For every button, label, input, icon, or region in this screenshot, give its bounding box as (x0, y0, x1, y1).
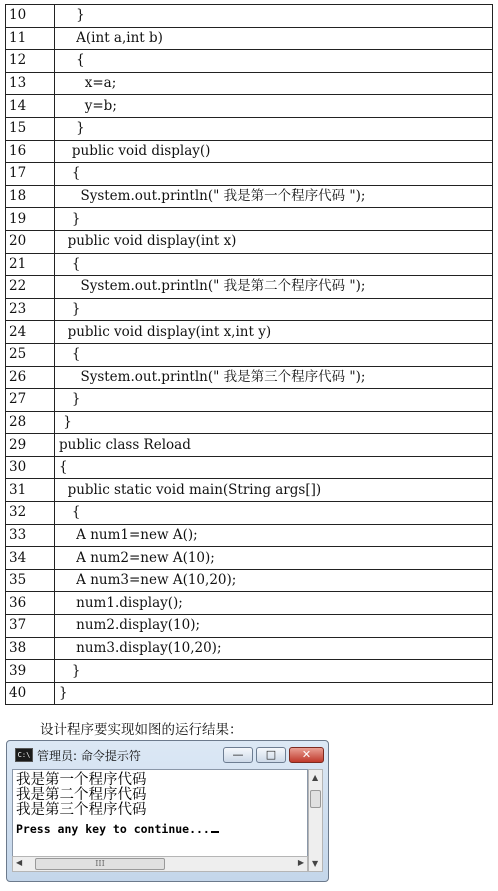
code-line: public static void main(String args[]) (55, 479, 493, 502)
line-number: 18 (6, 185, 55, 208)
code-row (6, 230, 493, 253)
code-row (6, 276, 493, 299)
code-row (6, 592, 493, 615)
line-number: 14 (6, 95, 55, 118)
line-number: 38 (6, 637, 55, 660)
line-number: 10 (6, 5, 55, 28)
code-row (6, 479, 493, 502)
code-row (6, 185, 493, 208)
line-number: 17 (6, 163, 55, 186)
code-row (6, 95, 493, 118)
code-row (6, 50, 493, 73)
line-number: 32 (6, 502, 55, 525)
code-line: { (55, 163, 493, 186)
maximize-button[interactable]: □ (256, 747, 286, 763)
code-row (6, 253, 493, 276)
console-window (6, 740, 329, 882)
line-number: 11 (6, 27, 55, 50)
code-row (6, 411, 493, 434)
code-row (6, 502, 493, 525)
minimize-button[interactable]: — (223, 747, 253, 763)
code-row (6, 72, 493, 95)
output-line-2: 我是第二个程序代码 (16, 787, 147, 803)
code-listing-body (6, 5, 493, 705)
press-any-key-line (16, 822, 219, 837)
code-row (6, 524, 493, 547)
line-number: 21 (6, 253, 55, 276)
line-number: 31 (6, 479, 55, 502)
window-title: 管理员: 命令提示符 (37, 749, 141, 763)
line-number: 35 (6, 569, 55, 592)
code-line: { (55, 502, 493, 525)
code-line: y=b; (55, 95, 493, 118)
code-line: { (55, 50, 493, 73)
code-line: A num2=new A(10); (55, 547, 493, 570)
code-line: { (55, 343, 493, 366)
code-row (6, 637, 493, 660)
code-line: System.out.println(" 我是第二个程序代码 "); (55, 276, 493, 299)
code-line: public void display(int x) (55, 230, 493, 253)
code-line: x=a; (55, 72, 493, 95)
line-number: 22 (6, 276, 55, 299)
code-row (6, 547, 493, 570)
line-number: 15 (6, 117, 55, 140)
line-number: 23 (6, 298, 55, 321)
output-line-1: 我是第一个程序代码 (16, 772, 147, 788)
line-number: 39 (6, 660, 55, 683)
line-number: 24 (6, 321, 55, 344)
line-number: 27 (6, 389, 55, 412)
scroll-left-icon[interactable]: ◀ (16, 858, 23, 867)
code-row (6, 660, 493, 683)
output-line-3: 我是第三个程序代码 (16, 802, 147, 818)
caption: 设计程序要实现如图的运行结果： (40, 722, 243, 738)
line-number: 34 (6, 547, 55, 570)
code-line: num3.display(10,20); (55, 637, 493, 660)
code-row (6, 389, 493, 412)
line-number: 12 (6, 50, 55, 73)
code-row (6, 27, 493, 50)
vertical-scroll-thumb[interactable] (310, 790, 321, 808)
code-line: num2.display(10); (55, 615, 493, 638)
line-number: 40 (6, 682, 55, 705)
line-number: 29 (6, 434, 55, 457)
code-row (6, 163, 493, 186)
code-row (6, 569, 493, 592)
line-number: 25 (6, 343, 55, 366)
line-number: 37 (6, 615, 55, 638)
close-button[interactable]: ✕ (289, 747, 324, 763)
horizontal-scrollbar[interactable] (12, 856, 308, 872)
code-row (6, 140, 493, 163)
code-row (6, 343, 493, 366)
code-line: } (55, 411, 493, 434)
code-row (6, 208, 493, 231)
code-line: } (55, 117, 493, 140)
code-line: } (55, 389, 493, 412)
code-row (6, 434, 493, 457)
code-line: { (55, 456, 493, 479)
line-number: 28 (6, 411, 55, 434)
title-bar[interactable] (7, 741, 328, 769)
code-line: num1.display(); (55, 592, 493, 615)
line-number: 20 (6, 230, 55, 253)
code-line: { (55, 253, 493, 276)
line-number: 16 (6, 140, 55, 163)
line-number: 33 (6, 524, 55, 547)
scroll-up-icon[interactable]: ▲ (312, 773, 319, 782)
code-line: System.out.println(" 我是第三个程序代码 "); (55, 366, 493, 389)
line-number: 36 (6, 592, 55, 615)
code-line: } (55, 208, 493, 231)
code-line: public void display() (55, 140, 493, 163)
code-line: } (55, 298, 493, 321)
code-row (6, 615, 493, 638)
code-line: } (55, 5, 493, 28)
text-cursor (211, 831, 219, 833)
horizontal-scroll-thumb[interactable]: III (35, 858, 165, 870)
code-line: A(int a,int b) (55, 27, 493, 50)
line-number: 26 (6, 366, 55, 389)
scroll-right-icon[interactable]: ▶ (297, 858, 304, 867)
code-row (6, 321, 493, 344)
code-row (6, 5, 493, 28)
code-row (6, 456, 493, 479)
code-line: A num1=new A(); (55, 524, 493, 547)
press-any-key-text: Press any key to continue... (16, 822, 210, 836)
code-row (6, 298, 493, 321)
code-line: public class Reload (55, 434, 493, 457)
line-number: 30 (6, 456, 55, 479)
code-line: } (55, 660, 493, 683)
vertical-scrollbar[interactable] (308, 769, 323, 872)
code-line: A num3=new A(10,20); (55, 569, 493, 592)
code-line: public void display(int x,int y) (55, 321, 493, 344)
command-prompt-icon: C:\ (15, 748, 33, 762)
scroll-down-icon[interactable]: ▼ (312, 859, 319, 868)
code-row (6, 682, 493, 705)
code-listing-table (5, 4, 493, 705)
line-number: 19 (6, 208, 55, 231)
line-number: 13 (6, 72, 55, 95)
code-row (6, 366, 493, 389)
code-row (6, 117, 493, 140)
code-line: } (55, 682, 493, 705)
code-line: System.out.println(" 我是第一个程序代码 "); (55, 185, 493, 208)
